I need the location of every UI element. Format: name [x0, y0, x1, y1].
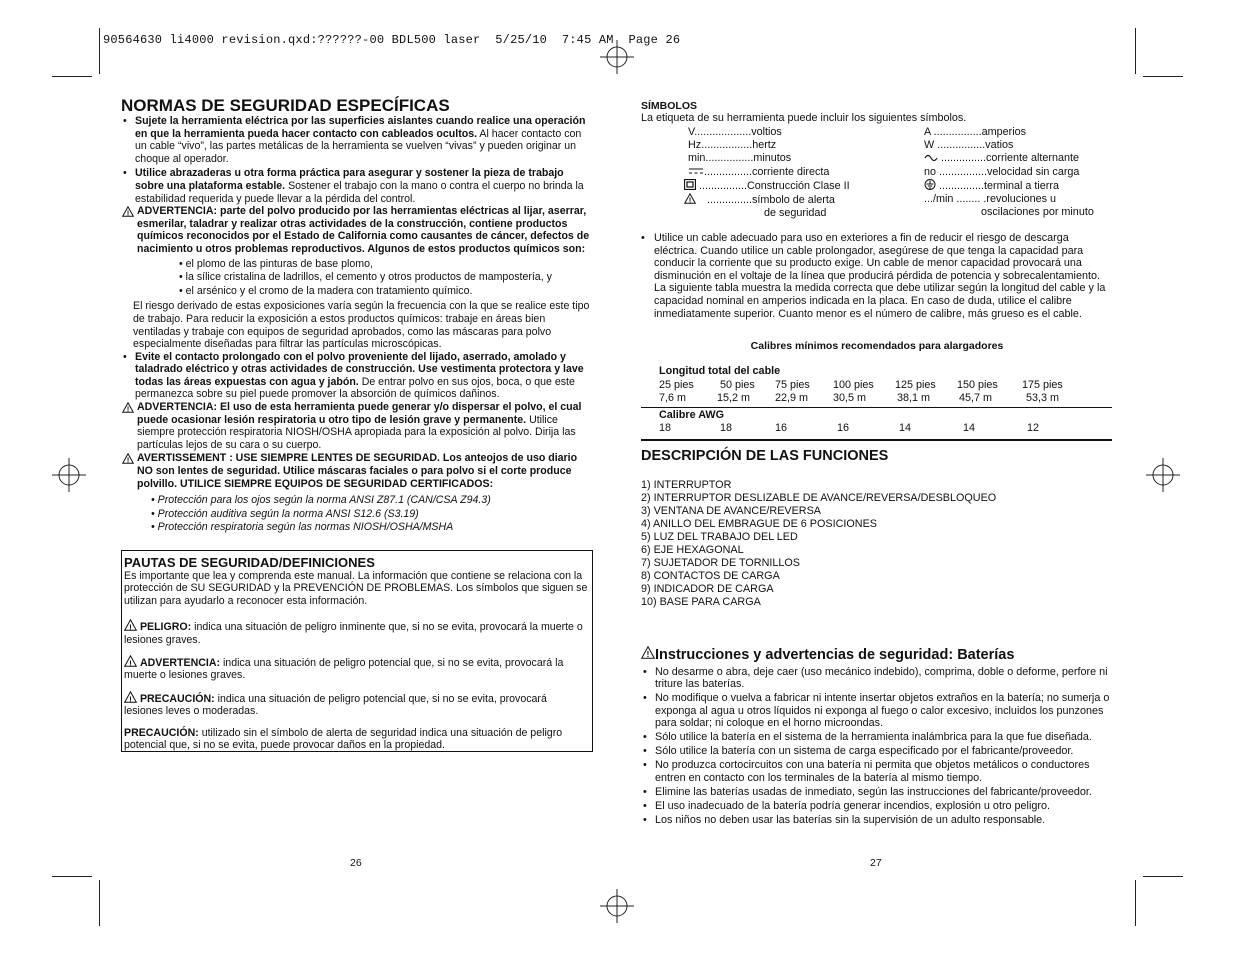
- list-item: • Sólo utilice la batería en el sistema de la herramienta inalámbrica para la que fue diseñada.: [643, 731, 1092, 744]
- table-cell: 45,7 m: [959, 392, 993, 404]
- list-item: 1) INTERRUPTOR: [641, 479, 732, 491]
- symbol-row: no ................velocidad sin carga: [924, 165, 1080, 178]
- definitions-box: [121, 550, 593, 752]
- warning-triangle-icon: [124, 691, 137, 703]
- ppe-item: • Protección para los ojos según la norma ANSI Z87.1 (CAN/CSA Z94.3): [151, 494, 491, 507]
- symbol-row: Hz.................hertz: [688, 139, 777, 152]
- table-cell: 50 pies: [720, 379, 755, 391]
- warning-triangle-icon: [122, 453, 134, 468]
- definition-danger: ! PELIGRO: indica una situación de peligro inminente que, si no se evita, provocará la muerte o lesiones graves.: [124, 621, 583, 646]
- safety-bullet-2: • Utilice abrazaderas u otra forma práctica para asegurar y sostener la pieza de trabajo sobre una plataforma estable. Sostener el trabajo con la mano o contra el cuerpo no brinda la estabilidad requerida y puede llevar a la pérdida del control.: [123, 167, 584, 205]
- table-cell: 12: [1027, 422, 1040, 434]
- gauge-table-title: Calibres mínimos recomendados para alargadores: [750, 340, 1004, 352]
- symbol-row: min................minutos: [688, 152, 792, 165]
- crop-mark: [52, 76, 92, 77]
- warning-triangle-icon: [124, 619, 137, 631]
- battery-list: [641, 666, 1113, 826]
- warning-triangle-icon: [124, 655, 137, 667]
- ppe-item: • Protección respiratoria según las normas NIOSH/OSHA/MSHA: [151, 521, 454, 534]
- definition-caution: ! PRECAUCIÓN: indica una situación de peligro potencial que, si no se evita, provocará lesiones leves o moderadas.: [124, 692, 547, 718]
- symbol-row: ...............terminal a tierra: [924, 179, 1094, 193]
- crop-mark: [1135, 880, 1136, 926]
- crop-mark: [1135, 28, 1136, 74]
- list-item: 9) INDICADOR DE CARGA: [641, 583, 774, 595]
- symbol-row: W ................vatios: [924, 139, 1014, 152]
- list-item: • No produzca cortocircuitos con una batería ni permita que objetos metálicos o conductores entren en contacto con los terminales de la batería al mismo tiempo.: [643, 759, 1090, 784]
- definitions-intro: Es importante que lea y comprenda este manual. La información que contiene se relaciona con la protección de SU SEGURIDAD y la PREVENCIÓN DE PROBLEMAS. Los símbolos que siguen se utilizan para ayudarlo a reconocer esta información.: [124, 570, 588, 607]
- symbol-row: A ................amperios: [924, 126, 1027, 138]
- symbols-left-list: [688, 126, 850, 220]
- symbol-row: oscilaciones por minuto: [981, 206, 1094, 219]
- chemical-item: • el plomo de las pinturas de base plomo,: [179, 257, 373, 270]
- left-page-content: [121, 96, 591, 534]
- table-cell: 14: [899, 422, 912, 434]
- definition-warning: ! ADVERTENCIA: indica una situación de peligro potencial que, si no se evita, provocará la muerte o lesiones graves.: [124, 657, 564, 682]
- registration-mark-left: [52, 458, 86, 492]
- svg-text:!: !: [126, 210, 130, 218]
- table-cell: 18: [659, 422, 672, 434]
- table-cell: 30,5 m: [833, 392, 867, 404]
- symbol-row: ................Construcción Clase II: [684, 179, 850, 193]
- table-cell: 53,3 m: [1026, 392, 1060, 404]
- risk-paragraph: El riesgo derivado de estas exposiciones varía según la frecuencia con la que se realice este tipo de trabajo. Para reducir la exposición a estos productos químicos: trabaje en áreas bien ventiladas y trabaje con equipos de seguridad aprobados, como las máscaras para polvo especialmente diseñadas para filtrar las partículas microscópicas.: [133, 300, 590, 351]
- section-title-specific-safety: NORMAS DE SEGURIDAD ESPECÍFICAS: [121, 96, 450, 115]
- table-column-label: Calibre AWG: [659, 409, 724, 421]
- page-number-right: 27: [870, 857, 882, 869]
- extension-cord-paragraph: • Utilice un cable adecuado para uso en exteriores a fin de reducir el riesgo de descarga eléctrica. Cuando utilice un cable prolongador, asegúrese de que tenga la capacidad para conducir la corriente que su producto exige. Un cable de menor capacidad provocará una disminución en el voltaje de la línea que producirá pérdida de potencia y sobrecalentamiento. La siguiente tabla muestra la medida correcta que debe utilizar según la longitud del cable y la capacidad nominal en amperios indicada en la placa. En caso de duda, utilice el calibre inmediatamente superior. Cuanto menor es el número de calibre, más grueso es el cable.: [641, 232, 1106, 320]
- warning-triangle-icon: [122, 402, 134, 417]
- table-row-awg: [641, 422, 1113, 435]
- table-column-label: Longitud total del cable: [659, 365, 781, 377]
- list-item: • No modifique o vuelva a fabricar ni intente insertar objetos extraños en la batería; no sumerja o exponga al agua u otros líquidos ni exponga al fuego o calor excesivo, incluidos los punzones para soldar; ni coloque en el horno microondas.: [643, 692, 1110, 729]
- symbols-intro: La etiqueta de su herramienta puede incluir los siguientes símbolos.: [641, 112, 967, 124]
- warning-eyewear: ! AVERTISSEMENT : USE SIEMPRE LENTES DE SEGURIDAD. Los anteojos de uso diario NO son lentes de seguridad. Utilice máscaras faciales o para polvo si el corte produce polvillo. UTILICE SIEMPRE EQUIPOS DE SEGURIDAD CERTIFICADOS:: [121, 452, 591, 490]
- section-title-battery: ! Instrucciones y advertencias de seguridad: Baterías: [641, 646, 1014, 664]
- table-cell: 22,9 m: [775, 392, 809, 404]
- table-cell: 75 pies: [775, 379, 810, 391]
- crop-mark: [1143, 876, 1183, 877]
- class-ii-construction-icon: [684, 179, 696, 190]
- table-divider: [641, 407, 1112, 408]
- crop-mark: [1143, 76, 1183, 77]
- table-cell: 38,1 m: [897, 392, 931, 404]
- symbol-row: de seguridad: [764, 207, 827, 220]
- earthing-terminal-icon: [924, 179, 936, 190]
- list-item: 10) BASE PARA CARGA: [641, 596, 761, 608]
- warning-triangle-icon: [641, 646, 655, 659]
- list-item: • Elimine las baterías usadas de inmediato, según las instrucciones del fabricante/proveedor.: [643, 785, 1092, 798]
- list-item: • Sólo utilice la batería con un sistema de carga especificado por el fabricante/proveedor.: [643, 745, 1074, 758]
- symbol-row: ...............corriente alternante: [924, 152, 1094, 165]
- svg-text:!: !: [129, 694, 132, 703]
- file-header: 90564630 li4000 revision.qxd:??????-00 BDL500 laser 5/25/10 7:45 AM Page 26: [103, 33, 681, 47]
- symbols-title: SÍMBOLOS: [641, 100, 698, 112]
- svg-text:!: !: [688, 197, 692, 205]
- functions-list: [641, 479, 996, 609]
- chemical-item: • el arsénico y el cromo de la madera con tratamiento químico.: [179, 284, 473, 297]
- list-item: 8) CONTACTOS DE CARGA: [641, 570, 780, 582]
- crop-mark: [52, 876, 92, 877]
- svg-text:!: !: [646, 650, 650, 659]
- list-item: 3) VENTANA DE AVANCE/REVERSA: [641, 505, 821, 517]
- safety-bullet-3: • Evite el contacto prolongado con el polvo proveniente del lijado, aserrado, amolado y taladrado eléctrico y otras actividades de construcción. Use vestimenta protectora y lave todas las áreas expuestas con agua y jabón. De entrar polvo en sus ojos, boca, o que este permanezca sobre su piel puede promover la absorción de químicos dañinos.: [123, 350, 584, 401]
- symbol-row: V...................voltios: [688, 126, 782, 138]
- warning-dust: ! ADVERTENCIA: El uso de esta herramienta puede generar y/o dispersar el polvo, el cual puede ocasionar lesión respiratoria u otro tipo de lesión grave y permanente. Utilice siempre protección respiratoria NIOSH/OSHA apropiada para la exposición al polvo. Dirija las partículas lejos de su cara o su cuerpo.: [121, 401, 591, 451]
- list-item: 7) SUJETADOR DE TORNILLOS: [641, 557, 800, 569]
- table-cell: 18: [720, 422, 733, 434]
- registration-mark-bottom: [600, 889, 634, 923]
- symbol-row: ................corriente directa: [688, 166, 850, 179]
- registration-mark-top: [600, 40, 634, 74]
- safety-bullet-1: • Sujete la herramienta eléctrica por las superficies aislantes cuando realice una operación en que la herramienta pueda hacer contacto con cableados ocultos. Al hacer contacto con un cable “vivo”, las partes metálicas de la herramienta se vuelven “vivas” y pueden originar un choque al operador.: [123, 115, 586, 165]
- table-cell: 16: [837, 422, 850, 434]
- page-number-left: 26: [350, 857, 362, 869]
- symbol-row: ! ...............símbolo de alerta: [684, 193, 850, 207]
- warning-triangle-icon: [684, 193, 696, 204]
- section-title-functions: DESCRIPCIÓN DE LAS FUNCIONES: [641, 448, 889, 464]
- warning-chemicals: ! ADVERTENCIA: parte del polvo producido por las herramientas eléctricas al lijar, aserrar, esmerilar, taladrar y realizar otras actividades de la construcción, contiene productos químicos reconocidos por el Estado de California como causantes de cáncer, defectos de nacimiento u otros problemas reproductivos. Algunos de estos productos químicos son:: [121, 205, 591, 255]
- table-cell: 125 pies: [895, 379, 936, 391]
- table-cell: 175 pies: [1022, 379, 1063, 391]
- table-row-meters: [641, 392, 1113, 405]
- crop-mark: [99, 28, 100, 74]
- table-cell: 150 pies: [957, 379, 998, 391]
- list-item: 2) INTERRUPTOR DESLIZABLE DE AVANCE/REVERSA/DESBLOQUEO: [641, 492, 997, 504]
- table-cell: 25 pies: [659, 379, 694, 391]
- extension-cord-table: [641, 365, 1113, 435]
- symbols-right-list: [924, 126, 1094, 219]
- list-item: 6) EJE HEXAGONAL: [641, 544, 744, 556]
- list-item: • Los niños no deben usar las baterías sin la supervisión de un adulto responsable.: [643, 814, 1046, 827]
- svg-text:!: !: [126, 406, 130, 414]
- ppe-item: • Protección auditiva según la norma ANSI S12.6 (S3.19): [151, 507, 419, 520]
- svg-text:!: !: [129, 658, 132, 668]
- list-item: • No desarme o abra, deje caer (uso mecánico indebido), comprima, doble o deforme, perfore ni triture las baterías.: [643, 666, 1108, 691]
- chemical-item: • la sílice cristalina de ladrillos, el cemento y otros productos de mampostería, y: [179, 271, 552, 284]
- svg-text:!: !: [129, 622, 132, 632]
- table-cell: 16: [775, 422, 788, 434]
- right-page-top: [641, 100, 1113, 125]
- table-header-row: [641, 409, 1113, 422]
- definition-caution-property: PRECAUCIÓN: utilizado sin el símbolo de alerta de seguridad indica una situación de peligro potencial que, si no se evita, puede provocar daños en la propiedad.: [124, 726, 563, 752]
- registration-mark-right: [1146, 458, 1180, 492]
- direct-current-icon: [688, 167, 704, 175]
- table-cell: 14: [963, 422, 976, 434]
- svg-text:!: !: [126, 457, 130, 465]
- alternating-current-icon: [924, 153, 938, 162]
- list-item: 5) LUZ DEL TRABAJO DEL LED: [641, 531, 798, 543]
- table-row-feet: [641, 379, 1113, 392]
- table-cell: 7,6 m: [659, 392, 687, 404]
- table-header-row: [641, 365, 1113, 379]
- definitions-title: PAUTAS DE SEGURIDAD/DEFINICIONES: [124, 555, 375, 570]
- warning-triangle-icon: [122, 206, 134, 221]
- table-cell: 100 pies: [833, 379, 874, 391]
- list-item: • El uso inadecuado de la batería podría generar incendios, explosión u otro peligro.: [643, 800, 1050, 813]
- crop-mark: [99, 880, 100, 926]
- list-item: 4) ANILLO DEL EMBRAGUE DE 6 POSICIONES: [641, 518, 878, 530]
- table-bottom-rule: [641, 439, 1112, 441]
- table-cell: 15,2 m: [717, 392, 751, 404]
- symbol-row: .../min ........ .revoluciones u: [924, 193, 1057, 206]
